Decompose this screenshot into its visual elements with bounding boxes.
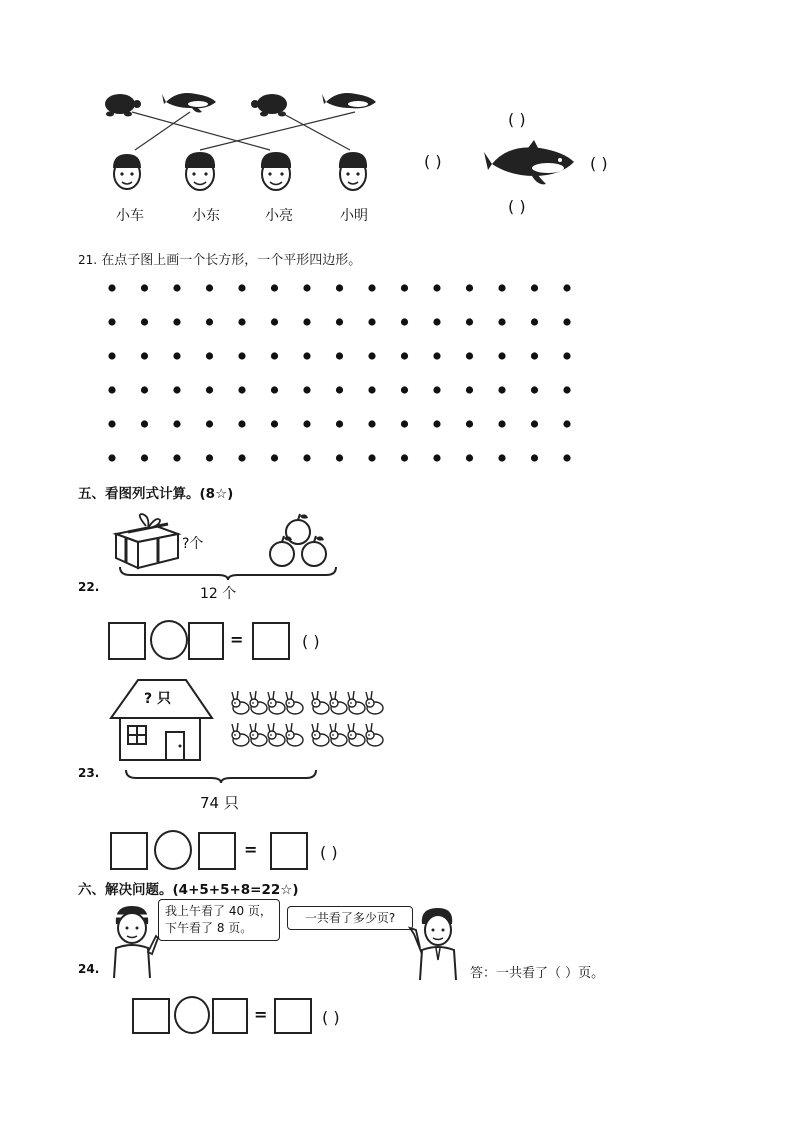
- rabbit-icon: [348, 723, 365, 746]
- grid-dot[interactable]: [271, 284, 278, 291]
- rabbit-icon: [330, 691, 347, 714]
- grid-dot[interactable]: [498, 284, 505, 291]
- boy-face-icon: [336, 150, 370, 194]
- answer-box-1[interactable]: [132, 998, 170, 1034]
- girl-reading-icon: [108, 902, 160, 978]
- grid-dot[interactable]: [401, 386, 408, 393]
- total-label: 12 个: [200, 586, 237, 602]
- grid-dot[interactable]: [271, 352, 278, 359]
- kid-name-1: 小车: [116, 208, 144, 224]
- grid-dot[interactable]: [173, 284, 180, 291]
- rabbit-icon: [268, 691, 285, 714]
- grid-dot[interactable]: [173, 386, 180, 393]
- grid-dot[interactable]: [401, 318, 408, 325]
- unit-paren[interactable]: ( ): [322, 1008, 340, 1027]
- grid-dot[interactable]: [531, 352, 538, 359]
- total-brace: [118, 565, 338, 581]
- answer-box-result[interactable]: [252, 622, 290, 660]
- operator-circle[interactable]: [154, 830, 192, 870]
- grid-dot[interactable]: [368, 420, 375, 427]
- rabbit-icon: [250, 691, 267, 714]
- equals-sign: =: [244, 840, 258, 859]
- grid-dot[interactable]: [433, 284, 440, 291]
- rabbit-icon: [312, 691, 329, 714]
- section-6-title: 六、解决问题。(4+5+5+8=22☆): [78, 882, 299, 898]
- total-brace: [124, 768, 318, 784]
- grid-dot[interactable]: [531, 386, 538, 393]
- rabbit-icon: [348, 691, 365, 714]
- grid-dot[interactable]: [531, 318, 538, 325]
- grid-dot[interactable]: [336, 386, 343, 393]
- question-24-number: 24.: [78, 962, 100, 976]
- grid-dot[interactable]: [206, 352, 213, 359]
- whale-icon: [484, 140, 576, 190]
- grid-dot[interactable]: [141, 420, 148, 427]
- unit-paren[interactable]: ( ): [320, 843, 338, 862]
- grid-dot[interactable]: [498, 352, 505, 359]
- grid-dot[interactable]: [238, 420, 245, 427]
- grid-dot[interactable]: [141, 454, 148, 461]
- grid-dot[interactable]: [401, 420, 408, 427]
- grid-dot[interactable]: [433, 420, 440, 427]
- rabbit-icon: [268, 723, 285, 746]
- grid-dot[interactable]: [238, 318, 245, 325]
- grid-dot[interactable]: [498, 454, 505, 461]
- grid-dot[interactable]: [141, 284, 148, 291]
- equals-sign: =: [230, 630, 244, 649]
- grid-dot[interactable]: [238, 352, 245, 359]
- grid-dot[interactable]: [238, 386, 245, 393]
- grid-dot[interactable]: [563, 318, 570, 325]
- bubble-line-1: 我上午看了 40 页，: [165, 904, 272, 918]
- rabbit-icon: [286, 691, 303, 714]
- grid-dot[interactable]: [108, 386, 115, 393]
- answer-box-2[interactable]: [198, 832, 236, 870]
- grid-dot[interactable]: [108, 420, 115, 427]
- dot-grid[interactable]: [100, 278, 580, 468]
- question-text: 在点子图上画一个长方形，一个平形四边形。: [101, 253, 362, 268]
- grid-dot[interactable]: [238, 284, 245, 291]
- rabbit-icon: [286, 723, 303, 746]
- grid-dot[interactable]: [433, 352, 440, 359]
- grid-dot[interactable]: [108, 352, 115, 359]
- grid-dot[interactable]: [206, 454, 213, 461]
- boy-face-icon: [110, 152, 144, 194]
- grid-dot[interactable]: [303, 454, 310, 461]
- grid-dot[interactable]: [141, 386, 148, 393]
- speech-bubble-right: 一共看了多少页?: [287, 906, 413, 930]
- speech-bubble-left: [158, 899, 280, 941]
- grid-dot[interactable]: [206, 420, 213, 427]
- grid-dot[interactable]: [466, 386, 473, 393]
- kid-name-2: 小东: [192, 208, 220, 224]
- rabbit-icon: [232, 723, 249, 746]
- kid-name-4: 小明: [340, 208, 368, 224]
- grid-dot[interactable]: [368, 352, 375, 359]
- grid-dot[interactable]: [368, 386, 375, 393]
- grid-dot[interactable]: [336, 284, 343, 291]
- rabbit-icon: [250, 723, 267, 746]
- grid-dot[interactable]: [336, 352, 343, 359]
- grid-dot[interactable]: [206, 386, 213, 393]
- grid-dot[interactable]: [466, 284, 473, 291]
- grid-dot[interactable]: [433, 386, 440, 393]
- grid-dot[interactable]: [531, 284, 538, 291]
- grid-dot[interactable]: [303, 284, 310, 291]
- grid-dot[interactable]: [433, 318, 440, 325]
- answer-paren-bottom[interactable]: ( ): [508, 197, 526, 216]
- equals-sign: =: [254, 1005, 268, 1024]
- grid-dot[interactable]: [271, 420, 278, 427]
- grid-dot[interactable]: [563, 420, 570, 427]
- answer-sentence[interactable]: 答：一共看了（ ）页。: [470, 966, 605, 981]
- question-22-number: 22.: [78, 580, 100, 594]
- grid-dot[interactable]: [401, 284, 408, 291]
- grid-dot[interactable]: [498, 386, 505, 393]
- grid-dot[interactable]: [336, 454, 343, 461]
- grid-dot[interactable]: [433, 454, 440, 461]
- boy-standing-icon: [408, 904, 464, 980]
- grid-dot[interactable]: [498, 420, 505, 427]
- rabbit-icon: [232, 691, 249, 714]
- answer-paren-right[interactable]: ( ): [590, 154, 608, 173]
- grid-dot[interactable]: [563, 284, 570, 291]
- rabbit-icon: [366, 723, 383, 746]
- operator-circle[interactable]: [174, 996, 210, 1034]
- boy-face-icon: [258, 150, 294, 194]
- grid-dot[interactable]: [401, 454, 408, 461]
- answer-paren-left[interactable]: ( ): [424, 152, 442, 171]
- rabbits-group: [232, 690, 378, 754]
- grid-dot[interactable]: [336, 318, 343, 325]
- grid-dot[interactable]: [531, 454, 538, 461]
- grid-dot[interactable]: [173, 420, 180, 427]
- grid-dot[interactable]: [531, 420, 538, 427]
- grid-dot[interactable]: [563, 386, 570, 393]
- grid-dot[interactable]: [563, 352, 570, 359]
- grid-dot[interactable]: [368, 454, 375, 461]
- grid-dot[interactable]: [108, 318, 115, 325]
- grid-dot[interactable]: [271, 386, 278, 393]
- grid-dot[interactable]: [368, 318, 375, 325]
- grid-dot[interactable]: [563, 454, 570, 461]
- grid-dot[interactable]: [466, 352, 473, 359]
- answer-box-1[interactable]: [110, 832, 148, 870]
- grid-dot[interactable]: [173, 454, 180, 461]
- grid-dot[interactable]: [271, 454, 278, 461]
- grid-dot[interactable]: [238, 454, 245, 461]
- grid-dot[interactable]: [271, 318, 278, 325]
- answer-box-1[interactable]: [108, 622, 146, 660]
- grid-dot[interactable]: [108, 284, 115, 291]
- answer-box-result[interactable]: [270, 832, 308, 870]
- grid-dot[interactable]: [466, 318, 473, 325]
- grid-dot[interactable]: [173, 352, 180, 359]
- house-unknown-label: ? 只: [144, 691, 171, 707]
- grid-dot[interactable]: [206, 284, 213, 291]
- boy-face-icon: [182, 150, 218, 194]
- grid-dot[interactable]: [336, 420, 343, 427]
- grid-dot[interactable]: [303, 352, 310, 359]
- rabbit-icon: [330, 723, 347, 746]
- bubble-line-2: 下午看了 8 页。: [165, 921, 253, 935]
- answer-box-result[interactable]: [274, 998, 312, 1034]
- grid-dot[interactable]: [466, 420, 473, 427]
- rabbit-icon: [366, 691, 383, 714]
- grid-dot[interactable]: [303, 318, 310, 325]
- gift-unknown-label: ?个: [182, 536, 204, 552]
- grid-dot[interactable]: [173, 318, 180, 325]
- gift-box-icon: [112, 512, 182, 568]
- operator-circle[interactable]: [150, 620, 188, 660]
- grid-dot[interactable]: [303, 420, 310, 427]
- grid-dot[interactable]: [141, 352, 148, 359]
- apples-icon: [262, 510, 334, 572]
- question-23-number: 23.: [78, 766, 100, 780]
- question-21: [78, 249, 361, 268]
- grid-dot[interactable]: [466, 454, 473, 461]
- kid-name-3: 小亮: [265, 208, 293, 224]
- total-label: 74 只: [200, 794, 239, 812]
- rabbit-icon: [312, 723, 329, 746]
- unit-paren[interactable]: ( ): [302, 632, 320, 651]
- section-5-title: 五、看图列式计算。(8☆): [78, 486, 234, 502]
- answer-box-2[interactable]: [188, 622, 224, 660]
- grid-dot[interactable]: [401, 352, 408, 359]
- answer-paren-top[interactable]: ( ): [508, 110, 526, 129]
- grid-dot[interactable]: [303, 386, 310, 393]
- answer-box-2[interactable]: [212, 998, 248, 1034]
- question-number: 21.: [78, 253, 98, 267]
- grid-dot[interactable]: [108, 454, 115, 461]
- grid-dot[interactable]: [206, 318, 213, 325]
- grid-dot[interactable]: [368, 284, 375, 291]
- grid-dot[interactable]: [498, 318, 505, 325]
- grid-dot[interactable]: [141, 318, 148, 325]
